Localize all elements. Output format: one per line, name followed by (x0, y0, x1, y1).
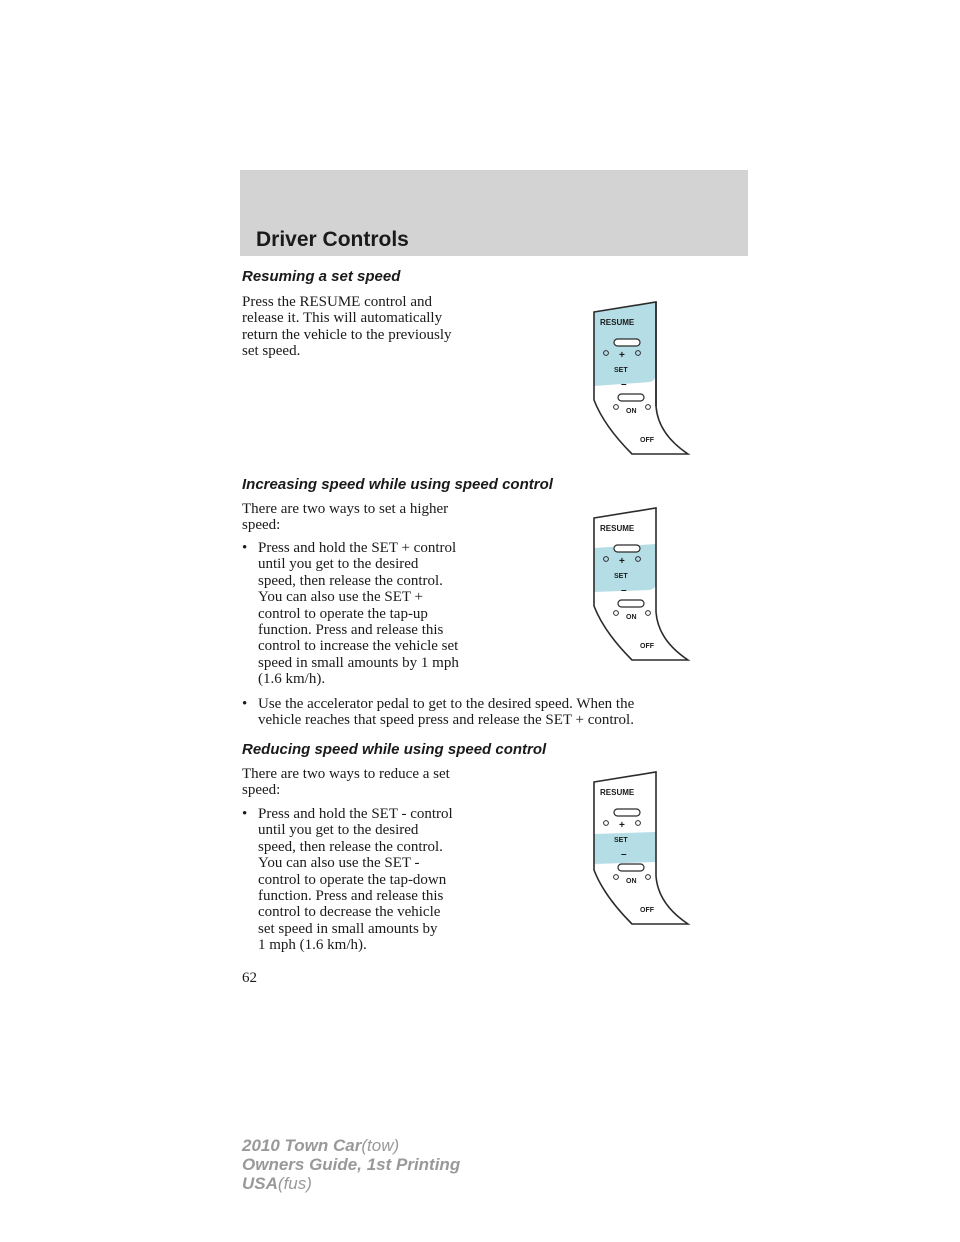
speed-control-diagram-set-minus (586, 766, 696, 928)
text-line: set speed in small amounts by (258, 920, 438, 937)
text-line: control to increase the vehicle set (258, 638, 459, 655)
text-line: set speed. (242, 343, 301, 360)
speed-control-diagram-set-plus (586, 502, 696, 664)
on-label: ON (626, 408, 637, 415)
header-band (240, 170, 748, 256)
text-line: (1.6 km/h). (258, 671, 326, 688)
text-line: Use the accelerator pedal to get to the desired speed. When the (258, 696, 635, 712)
page-title: Driver Controls (256, 228, 409, 251)
text-line: function. Press and release this (258, 622, 444, 639)
text-line: function. Press and release this (258, 888, 444, 905)
heading-increasing: Increasing speed while using speed control (242, 476, 553, 493)
minus-label: – (621, 849, 627, 860)
footer-line-1 (242, 1136, 460, 1155)
heading-resuming: Resuming a set speed (242, 268, 401, 285)
plus-label: + (619, 820, 625, 831)
text-line: Press the RESUME control and (242, 294, 432, 310)
plus-label: + (619, 556, 625, 567)
text-line: control to operate the tap-up (258, 605, 428, 622)
set-label: SET (614, 367, 628, 374)
text-line: speed: (242, 517, 281, 534)
text-line: There are two ways to set a higher (242, 501, 449, 517)
set-label: SET (614, 573, 628, 580)
print-footer (242, 1136, 460, 1193)
footer-line-2: Owners Guide, 1st Printing (242, 1155, 461, 1174)
footer-market-code: (fus) (277, 1174, 312, 1193)
off-label: OFF (640, 643, 654, 650)
off-label: OFF (640, 907, 654, 914)
footer-model: 2010 Town Car (242, 1136, 362, 1155)
footer-market: USA (242, 1174, 278, 1193)
increasing-bullet-1 (242, 540, 459, 688)
speed-control-diagram-resume (586, 296, 696, 458)
text-line: vehicle reaches that speed press and release the SET + control. (258, 712, 634, 729)
minus-label: – (621, 585, 627, 596)
text-line: release it. This will automatically (242, 310, 443, 327)
footer-model-code: (tow) (361, 1136, 400, 1155)
resuming-paragraph (242, 294, 452, 360)
minus-label: – (621, 379, 627, 390)
bullet-dot: • (242, 696, 248, 712)
set-label: SET (614, 837, 628, 844)
footer-line-3 (242, 1174, 460, 1193)
resume-label: RESUME (600, 524, 635, 533)
resume-label: RESUME (600, 788, 635, 797)
text-line: 1 mph (1.6 km/h). (258, 937, 367, 954)
text-line: speed in small amounts by 1 mph (258, 654, 459, 671)
text-line: Press and hold the SET - control (258, 806, 453, 822)
text-line: until you get to the desired (258, 556, 419, 573)
text-line: until you get to the desired (258, 822, 419, 839)
text-line: speed, then release the control. (258, 838, 443, 855)
increasing-intro (242, 501, 448, 534)
text-line: Press and hold the SET + control (258, 540, 457, 556)
on-label: ON (626, 614, 637, 621)
text-line: You can also use the SET - (258, 855, 420, 872)
text-line: control to operate the tap-down (258, 871, 447, 888)
reducing-bullet-1 (242, 806, 453, 954)
plus-label: + (619, 350, 625, 361)
text-line: speed: (242, 782, 281, 799)
text-line: You can also use the SET + (258, 589, 423, 606)
off-label: OFF (640, 437, 654, 444)
heading-reducing: Reducing speed while using speed control (242, 741, 547, 758)
text-line: There are two ways to reduce a set (242, 766, 450, 782)
increasing-bullet-2 (242, 696, 634, 729)
text-line: control to decrease the vehicle (258, 904, 441, 921)
text-line: return the vehicle to the previously (242, 326, 452, 343)
bullet-dot: • (242, 540, 248, 556)
text-line: speed, then release the control. (258, 572, 443, 589)
reducing-intro (242, 766, 450, 799)
on-label: ON (626, 878, 637, 885)
resume-label: RESUME (600, 318, 635, 327)
page-number: 62 (242, 970, 257, 986)
bullet-dot: • (242, 806, 248, 822)
